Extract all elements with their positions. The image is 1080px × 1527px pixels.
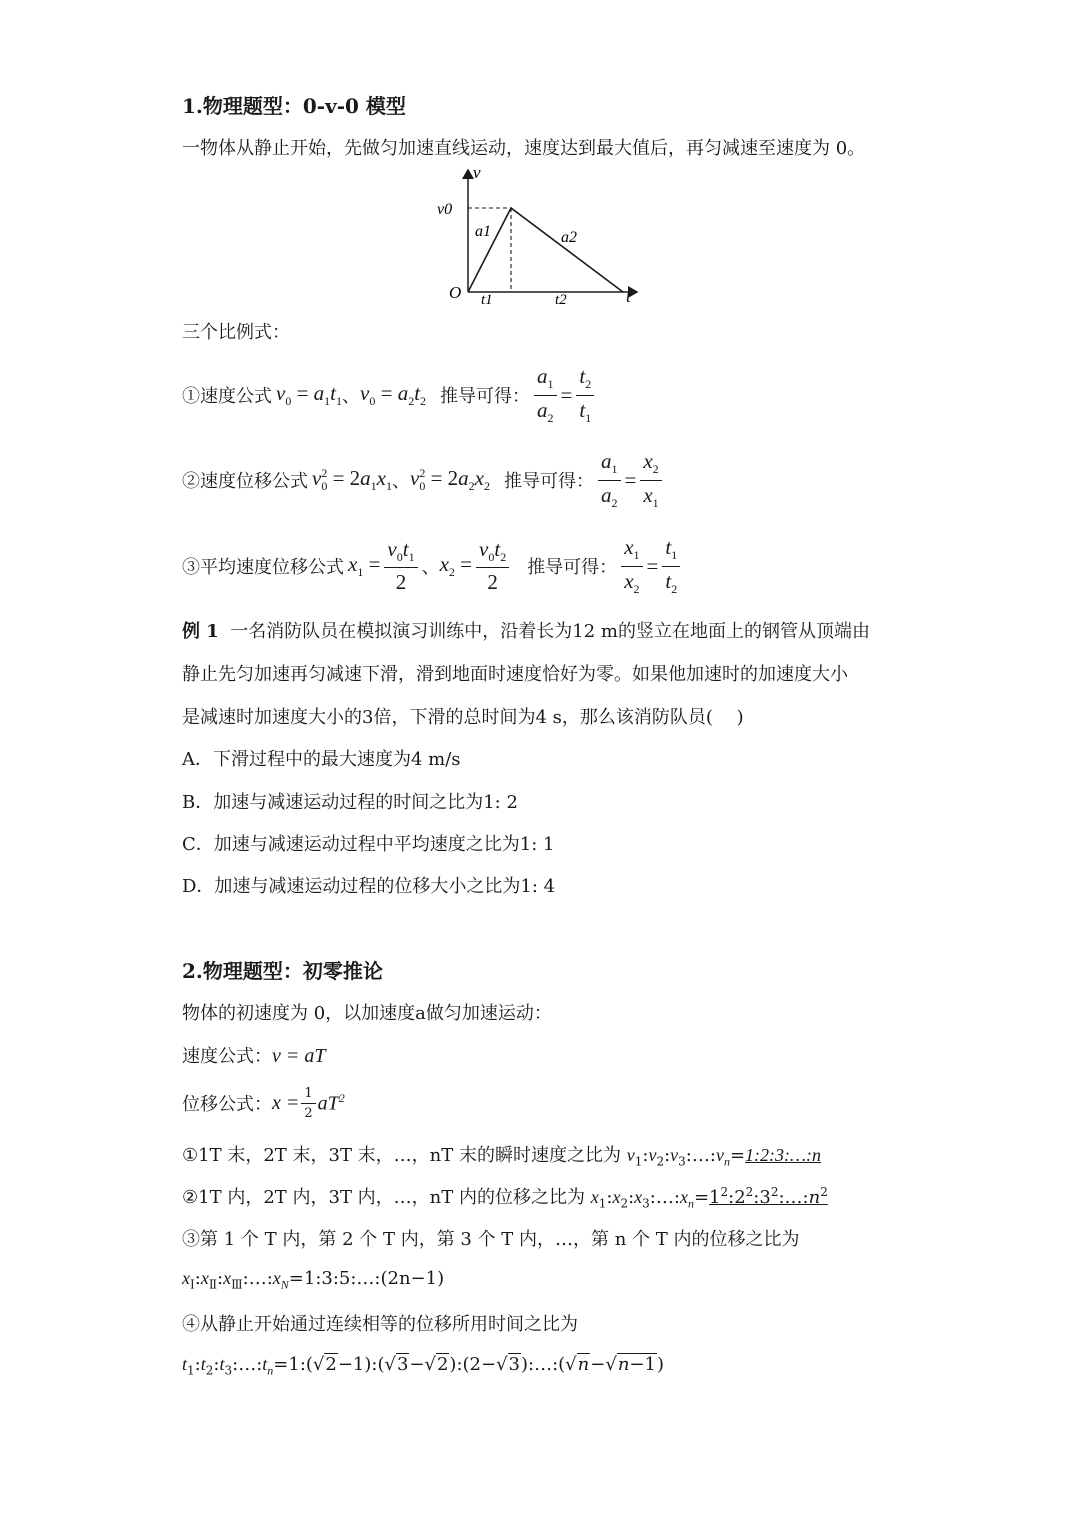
t1-label: t1 bbox=[481, 292, 493, 308]
t-axis-label: t bbox=[626, 287, 631, 306]
example1-line1: 例 1 一名消防队员在模拟演习训练中，沿着长为12 m的竖立在地面上的钢管从顶端由 bbox=[182, 621, 870, 642]
option-b: B．加速与减速运动过程的时间之比为1: 2 bbox=[182, 792, 518, 813]
section2-intro: 物体的初速度为 0，以加速度a做匀加速运动： bbox=[182, 1003, 552, 1024]
formula1-math: $v_0 = a_1t_1$ bbox=[276, 380, 343, 409]
velocity-curve bbox=[468, 208, 623, 292]
frac-x1-x2: $\frac{x_1}{x_2}$ bbox=[621, 535, 642, 596]
section1-intro: 一物体从静止开始，先做匀加速直线运动，速度达到最大值后，再匀减速至速度为 0。 bbox=[182, 138, 866, 159]
ratios-label: 三个比例式： bbox=[182, 322, 290, 343]
derive-label-2: 推导可得： bbox=[504, 471, 594, 492]
t2-label: t2 bbox=[555, 292, 567, 308]
formula-row-1: ①速度公式 $v_0 = a_1t_1$ 、 $v_0 = a_2t_2$ 推导可得： $\frac{a_1}{a_2}$ = $\frac{t_2}{t_1}$ bbox=[182, 367, 598, 423]
item3-ratio-line: $x_Ⅰ:x_Ⅱ:x_Ⅲ:\dots:x_N=1:3:5:\dots:(2n-1)$ bbox=[182, 1268, 445, 1292]
sep2: 、 bbox=[392, 471, 410, 492]
v0-label: v0 bbox=[437, 201, 453, 218]
derive-label-1: 推导可得： bbox=[440, 386, 531, 407]
frac-v0t1-2: $\frac{v_0t_1}{2}$ bbox=[384, 537, 417, 595]
formula2-math: $v_0^2 = 2a_1x_1$ bbox=[312, 465, 392, 494]
item2: ②1T 内，2T 内，3T 内，…，nT 内的位移之比为 $x_1:x_2:x_3:\dots:x_n=1^2:2^2:3^2:\dots:n^2$ bbox=[182, 1185, 828, 1211]
option-d: D．加速与减速运动过程的位移大小之比为1: 4 bbox=[182, 876, 556, 897]
a1-label: a1 bbox=[475, 223, 491, 240]
section2-title: 2.物理题型：初零推论 bbox=[182, 959, 383, 983]
example-tag: 例 1 bbox=[182, 621, 219, 642]
item1-ratio: 1:2:3:…:n bbox=[745, 1145, 822, 1165]
derive-label-3: 推导可得： bbox=[527, 557, 618, 578]
item4-ratio-line: $t_1:t_2:t_3:\dots:t_n=1:(√2-1):(√3-√2):(2-√3):\dots:(√n-√n-1)$ bbox=[182, 1354, 664, 1378]
frac-t2-t1: $\frac{t_2}{t_1}$ bbox=[576, 364, 594, 425]
formula1-math-b: $v_0 = a_2t_2$ bbox=[360, 380, 427, 409]
example1-line3: 是减速时加速度大小的3倍，下滑的总时间为4 s，那么该消防队员( ) bbox=[182, 707, 744, 728]
displacement-formula-line: 位移公式： x = $\frac{1}{2}$ $aT^2$ bbox=[182, 1085, 345, 1121]
v-axis-label: v bbox=[473, 163, 481, 182]
half-fraction: $\frac{1}{2}$ bbox=[301, 1086, 315, 1121]
frac-x2-x1: $\frac{x_2}{x_1}$ bbox=[640, 449, 661, 510]
formula-row-3: ③平均速度位移公式 $x_1$ = $\frac{v_0t_1}{2}$ 、 $x_2$ = $\frac{v_0t_2}{2}$ 推导可得： $\frac{x_1}{x_2}$ = $\frac{t_1}{t_2}$ bbox=[182, 536, 684, 596]
velocity-formula-line: 速度公式：v = aT bbox=[182, 1045, 326, 1067]
item3: ③第 1 个 T 内，第 2 个 T 内，第 3 个 T 内，…，第 n 个 T 内的位移之比为 bbox=[182, 1229, 800, 1250]
formula2-label: ②速度位移公式 bbox=[182, 471, 308, 492]
sep1: 、 bbox=[342, 386, 361, 407]
section1-title: 1.物理题型：0-v-0 模型 bbox=[182, 94, 406, 118]
formula1-label: ①速度公式 bbox=[182, 386, 272, 407]
a2-label: a2 bbox=[561, 229, 577, 246]
frac-a1-a2-b: $\frac{a_1}{a_2}$ bbox=[598, 449, 621, 510]
item1: ①1T 末，2T 末，3T 末，…，nT 末的瞬时速度之比为 $v_1:v_2:v_3:\dots:v_n=1:2:3:\dots:n$ bbox=[182, 1145, 822, 1169]
frac-a1-a2: $\frac{a_1}{a_2}$ bbox=[534, 364, 557, 425]
formula3-label: ③平均速度位移公式 bbox=[182, 557, 344, 578]
formula-row-2: ②速度位移公式 $v_0^2 = 2a_1x_1$ 、 $v_0^2 = 2a_2x_2$ 推导可得： $\frac{a_1}{a_2}$ = $\frac{x_2}{x_1}$ bbox=[182, 452, 666, 508]
origin-label: O bbox=[449, 283, 462, 302]
frac-t1-t2: $\frac{t_1}{t_2}$ bbox=[662, 535, 680, 596]
example1-line2: 静止先匀加速再匀减速下滑，滑到地面时速度恰好为零。如果他加速时的加速度大小 bbox=[182, 664, 848, 685]
frac-v0t2-2: $\frac{v_0t_2}{2}$ bbox=[476, 537, 509, 595]
option-c: C．加速与减速运动过程中平均速度之比为1: 1 bbox=[182, 834, 555, 855]
option-a: A．下滑过程中的最大速度为4 m/s bbox=[182, 749, 461, 770]
sep3: 、 bbox=[421, 557, 440, 578]
vt-graph bbox=[425, 162, 660, 312]
formula2-math-b: $v_0^2 = 2a_2x_2$ bbox=[410, 465, 490, 494]
item4: ④从静止开始通过连续相等的位移所用时间之比为 bbox=[182, 1314, 578, 1335]
velocity-formula: v = aT bbox=[272, 1045, 326, 1067]
